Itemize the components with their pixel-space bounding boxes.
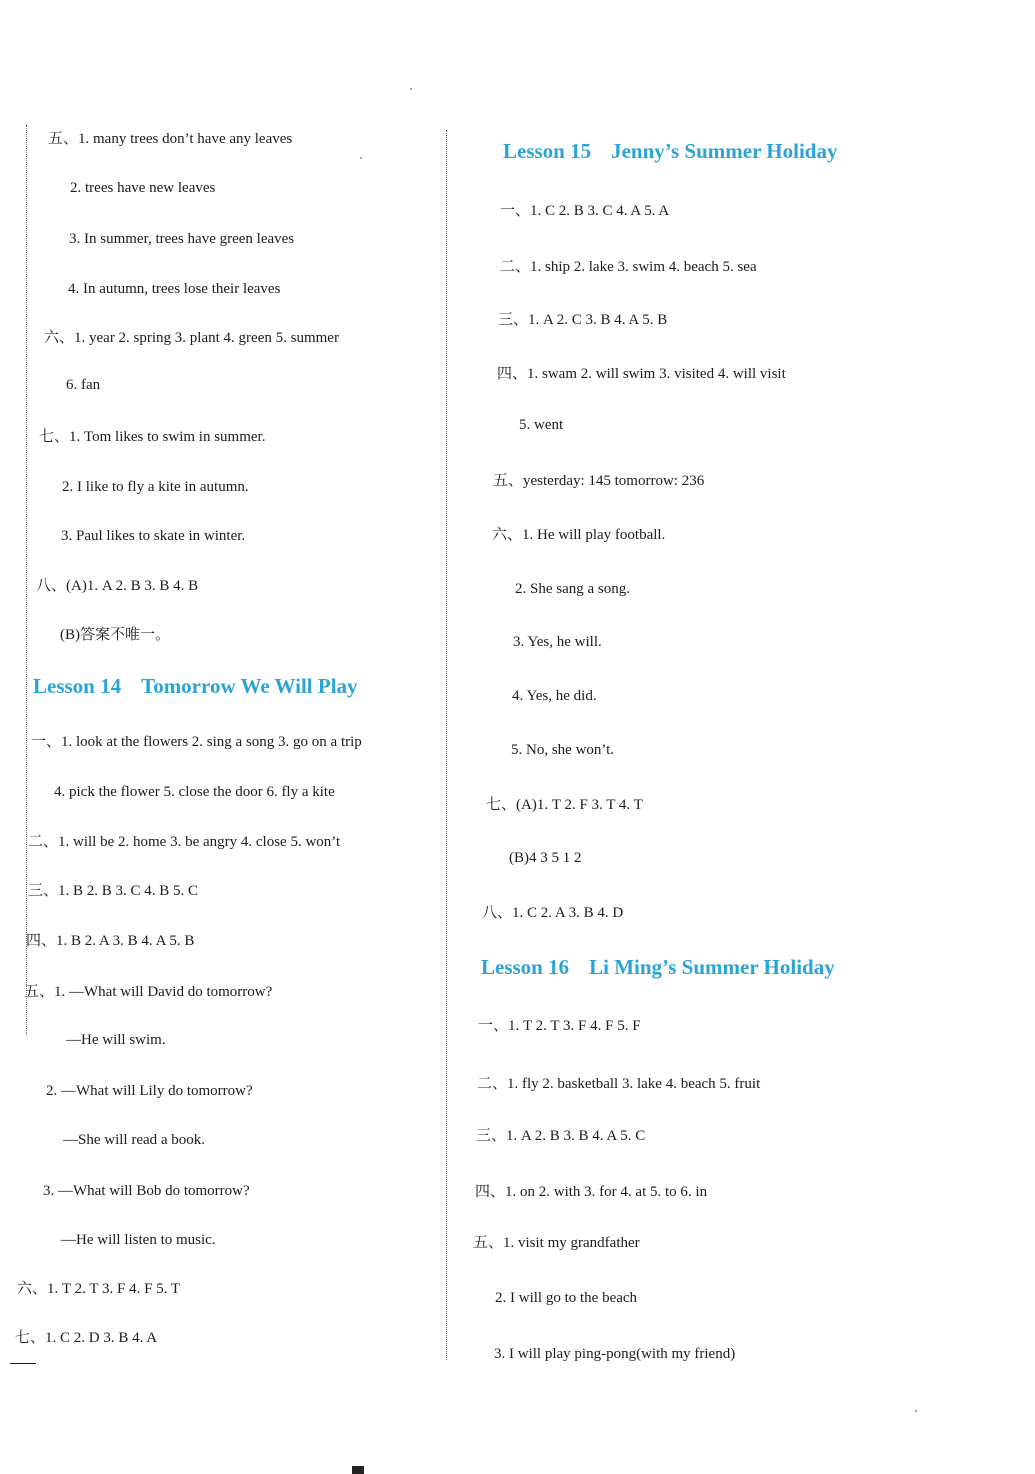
scan-speck <box>410 88 412 90</box>
answer-line: —She will read a book. <box>63 1132 206 1148</box>
answer-line: 2. I like to fly a kite in autumn. <box>62 479 249 495</box>
answer-line: 四、1. swam 2. will swim 3. visited 4. will visit <box>497 366 786 382</box>
right-column <box>455 0 1035 1474</box>
bottom-rule <box>10 1363 36 1364</box>
answer-line: 六、1. T 2. T 3. F 4. F 5. T <box>17 1281 181 1297</box>
lesson-number: Lesson 16 <box>481 955 570 979</box>
answer-line: 五、yesterday: 145 tomorrow: 236 <box>493 473 705 489</box>
answer-line: 三、1. B 2. B 3. C 4. B 5. C <box>28 883 199 899</box>
lesson-number: Lesson 15 <box>503 139 592 163</box>
column-divider <box>446 130 447 1360</box>
answer-line: (B)答案不唯一。 <box>60 627 170 643</box>
scan-speck <box>360 157 362 159</box>
answer-line: 3. Paul likes to skate in winter. <box>61 528 246 544</box>
answer-line: 4. pick the flower 5. close the door 6. fly a kite <box>54 784 335 800</box>
answer-line: 五、1. —What will David do tomorrow? <box>24 984 273 1000</box>
lesson-16-heading <box>481 954 835 980</box>
lesson-number: Lesson 14 <box>33 674 122 698</box>
answer-line: 五、1. many trees don’t have any leaves <box>48 131 293 147</box>
answer-line: 六、1. year 2. spring 3. plant 4. green 5. summer <box>44 330 339 346</box>
page-foot-mark <box>352 1466 364 1474</box>
answer-line: 四、1. B 2. A 3. B 4. A 5. B <box>26 933 195 949</box>
answer-line: 3. I will play ping-pong(with my friend) <box>494 1346 736 1362</box>
lesson-title: Li Ming’s Summer Holiday <box>589 955 835 979</box>
answer-line: 5. No, she won’t. <box>511 742 615 758</box>
answer-line: 2. —What will Lily do tomorrow? <box>46 1083 253 1099</box>
answer-line: 七、1. C 2. D 3. B 4. A <box>15 1330 158 1346</box>
lesson-title: Jenny’s Summer Holiday <box>611 139 838 163</box>
answer-line: 一、1. look at the flowers 2. sing a song 3. go on a trip <box>31 734 362 750</box>
answer-line: 七、1. Tom likes to swim in summer. <box>39 429 266 445</box>
answer-line: 一、1. T 2. T 3. F 4. F 5. F <box>478 1018 641 1034</box>
answer-line: 八、1. C 2. A 3. B 4. D <box>482 905 624 921</box>
answer-line: 五、1. visit my grandfather <box>473 1235 640 1251</box>
answer-line: 4. Yes, he did. <box>512 688 597 704</box>
answer-line: 三、1. A 2. C 3. B 4. A 5. B <box>498 312 668 328</box>
scan-speck <box>915 1410 917 1412</box>
answer-line: 七、(A)1. T 2. F 3. T 4. T <box>486 797 643 813</box>
answer-line: (B)4 3 5 1 2 <box>509 850 582 866</box>
lesson-15-heading <box>503 138 837 164</box>
answer-line: 2. She sang a song. <box>515 581 630 597</box>
answer-line: 2. I will go to the beach <box>495 1290 638 1306</box>
answer-line: 六、1. He will play football. <box>492 527 666 543</box>
answer-line: 3. In summer, trees have green leaves <box>69 231 295 247</box>
answer-line: 一、1. C 2. B 3. C 4. A 5. A <box>500 203 670 219</box>
left-column <box>0 0 445 1474</box>
answer-line: 6. fan <box>66 377 101 393</box>
answer-line: 4. In autumn, trees lose their leaves <box>68 281 281 297</box>
answer-line: —He will listen to music. <box>61 1232 216 1248</box>
answer-line: 二、1. ship 2. lake 3. swim 4. beach 5. sea <box>500 259 757 275</box>
answer-line: 5. went <box>519 417 564 433</box>
answer-line: 二、1. will be 2. home 3. be angry 4. close 5. won’t <box>28 834 341 850</box>
answer-line: 八、(A)1. A 2. B 3. B 4. B <box>36 578 199 594</box>
answer-line: —He will swim. <box>66 1032 166 1048</box>
answer-line: 3. Yes, he will. <box>513 634 602 650</box>
answer-line: 三、1. A 2. B 3. B 4. A 5. C <box>476 1128 646 1144</box>
answer-line: 3. —What will Bob do tomorrow? <box>43 1183 250 1199</box>
lesson-14-heading <box>33 673 358 699</box>
answer-line: 四、1. on 2. with 3. for 4. at 5. to 6. in <box>475 1184 708 1200</box>
answer-line: 2. trees have new leaves <box>70 180 216 196</box>
lesson-title: Tomorrow We Will Play <box>141 674 358 698</box>
answer-line: 二、1. fly 2. basketball 3. lake 4. beach 5. fruit <box>477 1076 761 1092</box>
